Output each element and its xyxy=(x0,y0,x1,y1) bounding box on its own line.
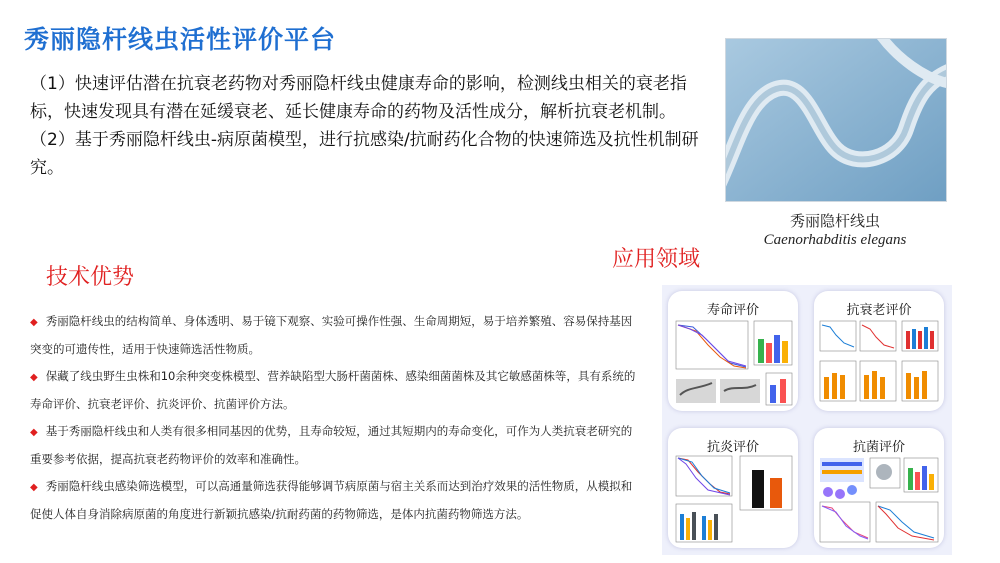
panel-anti-aging xyxy=(814,291,944,411)
list-item xyxy=(30,363,640,418)
page-title: 秀丽隐杆线虫活性评价平台 xyxy=(24,25,337,54)
panel-title: 抗炎评价 xyxy=(706,440,759,455)
diamond-bullet-icon: ◆ xyxy=(30,372,38,383)
worm-micrograph-image xyxy=(725,38,947,202)
panel-title: 抗衰老评价 xyxy=(846,303,912,318)
intro-paragraph-2: （2）基于秀丽隐杆线虫-病原菌模型，进行抗感染/抗耐药化合物的快速筛选及抗性机制研究。 xyxy=(30,130,699,178)
section-title-tech: 技术优势 xyxy=(46,265,135,290)
figure-caption-en: Caenorhabditis elegans xyxy=(763,232,907,248)
panel-anti-inflammation xyxy=(668,428,798,548)
intro-text xyxy=(30,70,720,182)
list-item xyxy=(30,308,640,363)
list-item xyxy=(30,418,640,473)
diamond-bullet-icon: ◆ xyxy=(30,317,38,328)
panel-title: 抗菌评价 xyxy=(852,440,905,455)
panel-antibacterial xyxy=(814,428,944,548)
intro-paragraph-1: （1）快速评估潜在抗衰老药物对秀丽隐杆线虫健康寿命的影响，检测线虫相关的衰老指标，快速发现具有潜在延缓衰老、延长健康寿命的药物及活性成分，解析抗衰老机制。 xyxy=(30,74,687,122)
application-panels xyxy=(662,285,952,555)
list-item-text: 秀丽隐杆线虫感染筛选模型，可以高通量筛选获得能够调节病原菌与宿主关系而达到治疗效果的活性物质，从模拟和促使人体自身消除病原菌的角度进行新颖抗感染/抗耐药菌的药物筛选，是体内抗菌药物筛选方法。 xyxy=(30,479,633,521)
section-title-app: 应用领域 xyxy=(612,247,701,272)
list-item-text: 保藏了线虫野生虫株和10余种突变株模型、营养缺陷型大肠杆菌菌株、感染细菌菌株及其它敏感菌株等，具有系统的寿命评价、抗衰老评价、抗炎评价、抗菌评价方法。 xyxy=(30,369,636,411)
diamond-bullet-icon: ◆ xyxy=(30,427,38,438)
list-item xyxy=(30,473,640,528)
figure-caption-cn: 秀丽隐杆线虫 xyxy=(789,212,880,230)
tech-advantage-list xyxy=(30,308,640,528)
panel-title: 寿命评价 xyxy=(706,303,759,318)
diamond-bullet-icon: ◆ xyxy=(30,482,38,493)
list-item-text: 基于秀丽隐杆线虫和人类有很多相同基因的优势，且寿命较短，通过其短期内的寿命变化，可作为人类抗衰老研究的重要参考依据，提高抗衰老药物评价的效率和准确性。 xyxy=(30,424,633,466)
list-item-text: 秀丽隐杆线虫的结构简单、身体透明、易于镜下观察、实验可操作性强、生命周期短，易于培养繁殖、容易保持基因突变的可遗传性，适用于快速筛选活性物质。 xyxy=(30,314,633,356)
panel-lifespan xyxy=(668,291,798,411)
